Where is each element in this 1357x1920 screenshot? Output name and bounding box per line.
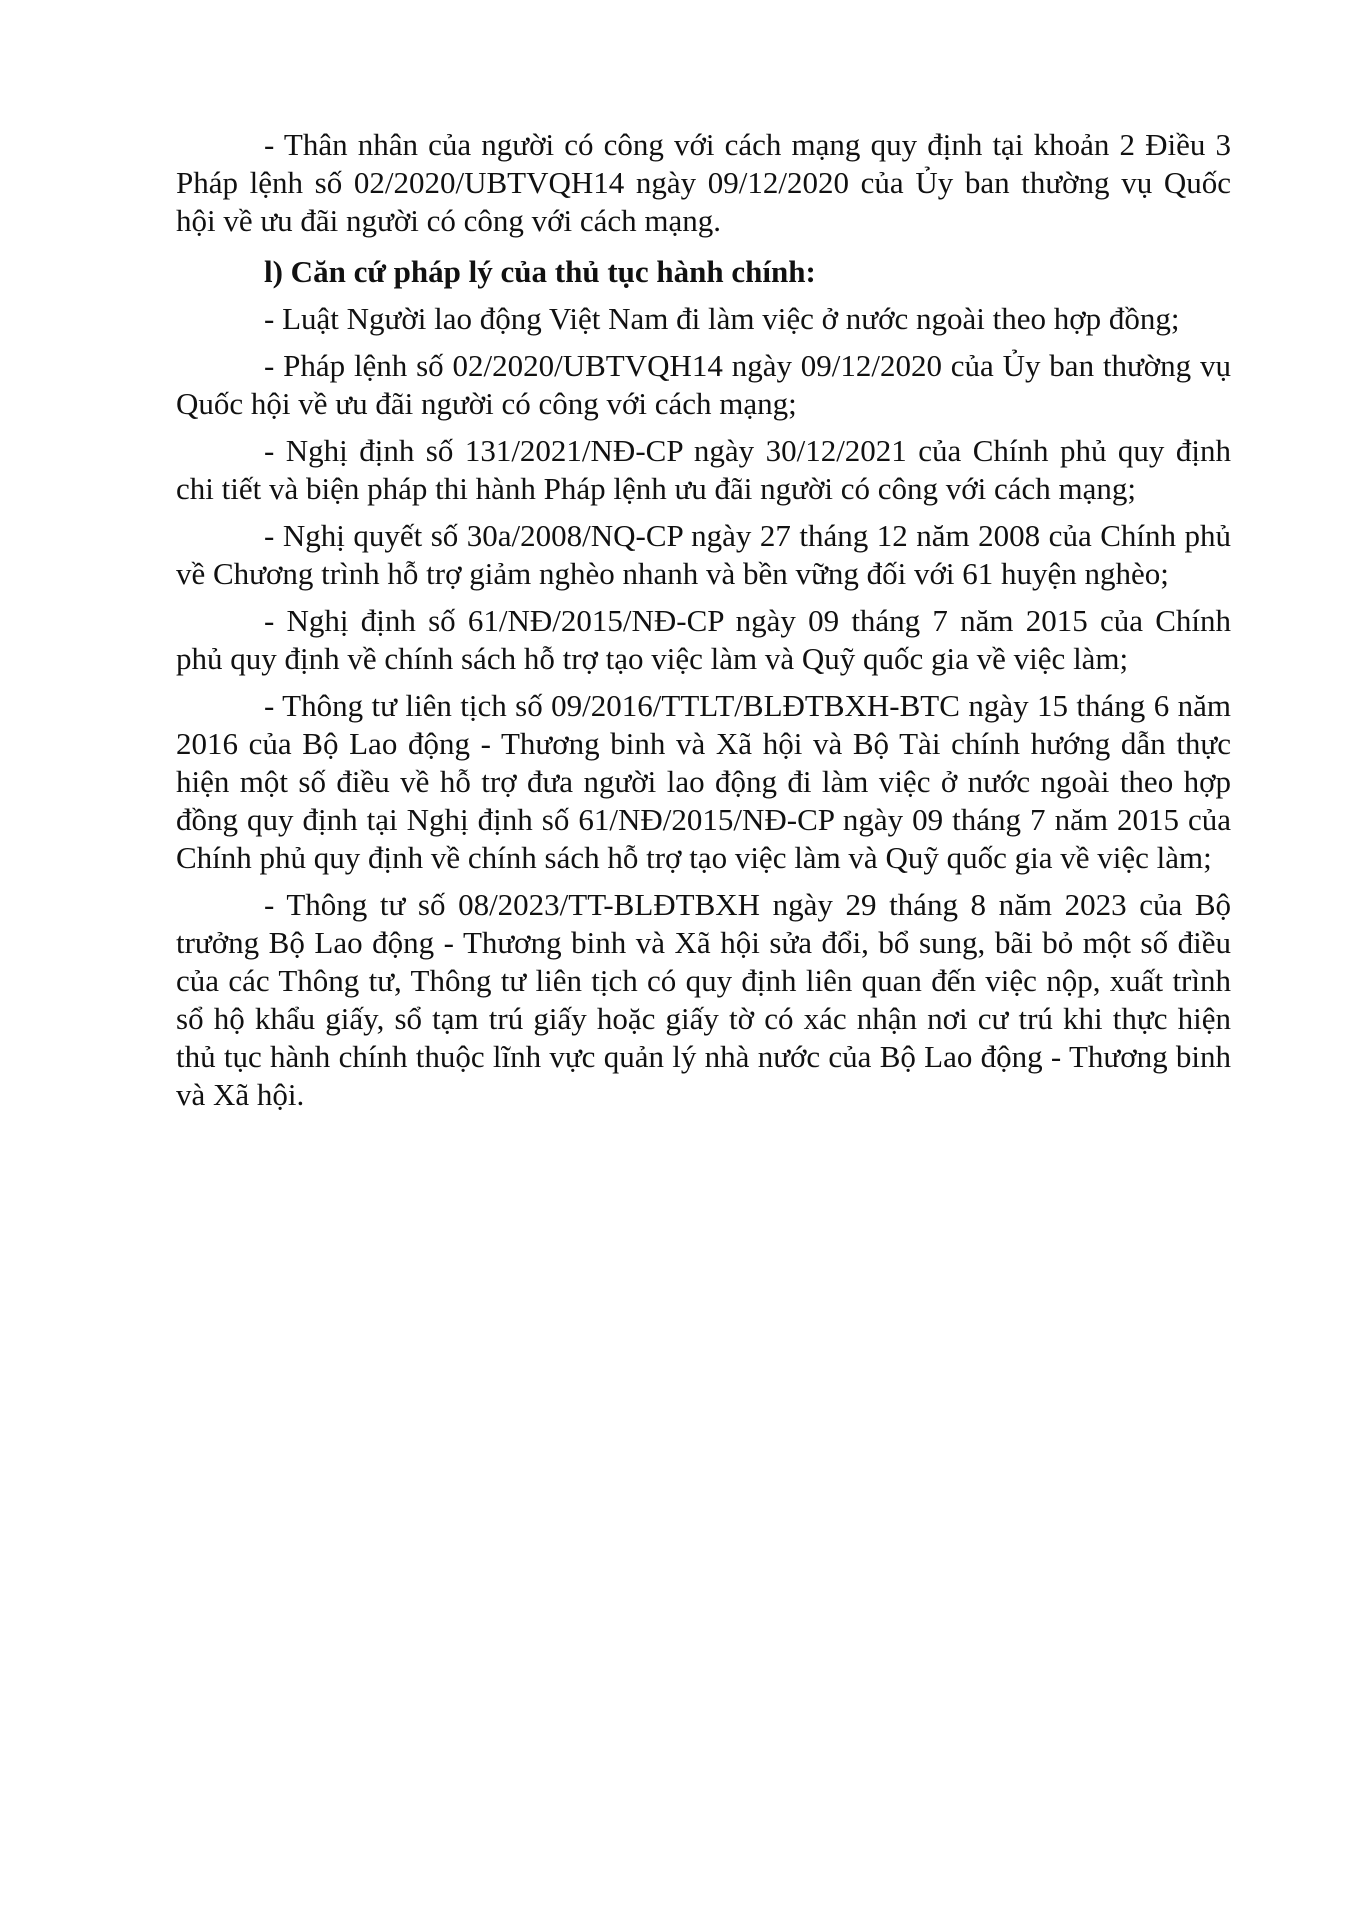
paragraph-decree-61: - Nghị định số 61/NĐ/2015/NĐ-CP ngày 09 tháng 7 năm 2015 của Chính phủ quy định về chính sách hỗ trợ tạo việc làm và Quỹ quốc gia về việc làm; xyxy=(176,603,1231,676)
paragraph-ordinance: - Pháp lệnh số 02/2020/UBTVQH14 ngày 09/12/2020 của Ủy ban thường vụ Quốc hội về ưu đãi người có công với cách mạng; xyxy=(176,348,1231,421)
document-body xyxy=(176,126,1231,1123)
paragraph-circular-08: - Thông tư số 08/2023/TT-BLĐTBXH ngày 29 tháng 8 năm 2023 của Bộ trưởng Bộ Lao động - Thương binh và Xã hội sửa đổi, bổ sung, bãi bỏ một số điều của các Thông tư, Thông tư liên tịch có quy định liên quan đến việc nộp, xuất trình sổ hộ khẩu giấy, sổ tạm trú giấy hoặc giấy tờ có xác nhận nơi cư trú khi thực hiện thủ tục hành chính thuộc lĩnh vực quản lý nhà nước của Bộ Lao động - Thương binh và Xã hội. xyxy=(176,887,1231,1112)
section-heading-legal-basis: l) Căn cứ pháp lý của thủ tục hành chính: xyxy=(264,254,816,289)
paragraph-resolution-30a: - Nghị quyết số 30a/2008/NQ-CP ngày 27 tháng 12 năm 2008 của Chính phủ về Chương trình hỗ trợ giảm nghèo nhanh và bền vững đối với 61 huyện nghèo; xyxy=(176,518,1231,591)
paragraph-decree-131: - Nghị định số 131/2021/NĐ-CP ngày 30/12/2021 của Chính phủ quy định chi tiết và biện pháp thi hành Pháp lệnh ưu đãi người có công với cách mạng; xyxy=(176,433,1231,506)
paragraph-joint-circular-09: - Thông tư liên tịch số 09/2016/TTLT/BLĐTBXH-BTC ngày 15 tháng 6 năm 2016 của Bộ Lao động - Thương binh và Xã hội và Bộ Tài chính hướng dẫn thực hiện một số điều về hỗ trợ đưa người lao động đi làm việc ở nước ngoài theo hợp đồng quy định tại Nghị định số 61/NĐ/2015/NĐ-CP ngày 09 tháng 7 năm 2015 của Chính phủ quy định về chính sách hỗ trợ tạo việc làm và Quỹ quốc gia về việc làm; xyxy=(176,688,1231,875)
paragraph-relatives-of-contributors: - Thân nhân của người có công với cách mạng quy định tại khoản 2 Điều 3 Pháp lệnh số 02/2020/UBTVQH14 ngày 09/12/2020 của Ủy ban thường vụ Quốc hội về ưu đãi người có công với cách mạng. xyxy=(176,127,1231,238)
paragraph-labor-law: - Luật Người lao động Việt Nam đi làm việc ở nước ngoài theo hợp đồng; xyxy=(264,301,1180,336)
